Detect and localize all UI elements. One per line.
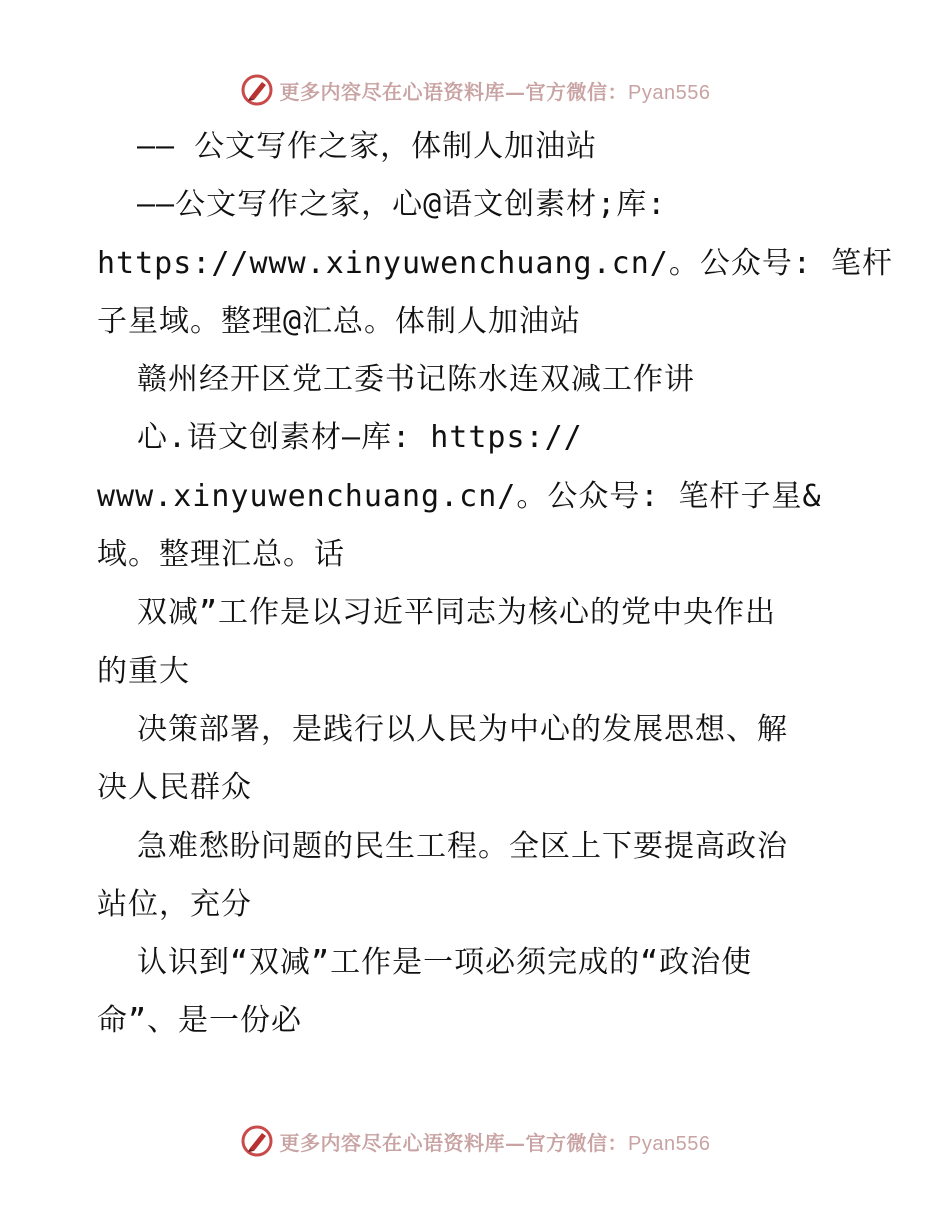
pen-logo-icon [240,73,274,107]
text-line: 双减”工作是以习近平同志为核心的党中央作出 [137,595,777,631]
watermark-wechat-id: Pyan556 [628,81,711,104]
watermark-main-text: 更多内容尽在心语资料库 [279,79,506,104]
watermark-main-text: 更多内容尽在心语资料库 [279,1130,506,1155]
watermark-wechat-id: Pyan556 [628,1132,711,1155]
watermark-text [280,1127,711,1156]
text-line: https://www.xinyuwenchuang.cn/。公众号: 笔杆 [97,245,893,281]
text-line: 决策部署，是践行以人民为中心的发展思想、解 [137,711,788,747]
text-line: —— 公文写作之家，体制人加油站 [137,129,598,164]
text-line: 急难愁盼问题的民生工程。全区上下要提高政治 [137,828,788,864]
text-line: 子星域。整理@汇总。体制人加油站 [97,303,582,339]
watermark-dash: — [505,79,526,104]
text-line: 决人民群众 [97,770,252,806]
text-line: www.xinyuwenchuang.cn/。公众号: 笔杆子星& [97,478,822,514]
watermark-group [240,73,711,107]
text-line: 赣州经开区党工委书记陈水连双减工作讲 [137,362,695,398]
text-line: 认识到“双减”工作是一项必须完成的“政治使 [137,945,753,981]
header-watermark [0,70,950,110]
text-line: ——公文写作之家，心@语文创素材;库: [137,187,667,223]
watermark-text [280,76,711,105]
watermark-wechat-label: 官方微信： [525,79,629,104]
document-body [97,118,893,1051]
text-line: 站位，充分 [97,886,252,922]
footer-watermark [0,1121,950,1161]
text-line: 的重大 [97,653,190,689]
text-line: 域。整理汇总。话 [97,537,345,573]
watermark-group [240,1124,711,1158]
text-line: 心.语文创素材—库: https:// [137,420,583,456]
pen-logo-icon [240,1124,274,1158]
watermark-wechat-label: 官方微信： [525,1130,629,1155]
watermark-dash: — [505,1130,526,1155]
text-line: 命”、是一份必 [97,1003,303,1039]
